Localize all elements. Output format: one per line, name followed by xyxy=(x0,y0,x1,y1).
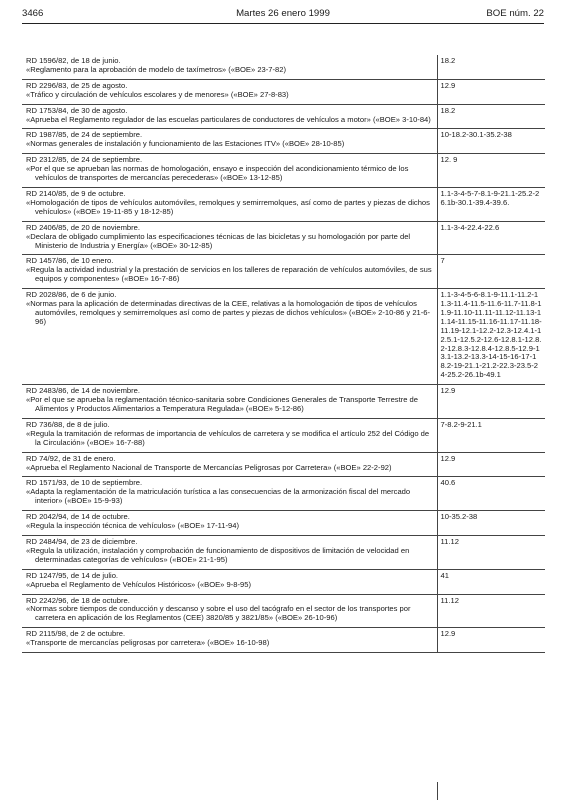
section-codes: 7-8.2-9-21.1 xyxy=(440,419,482,429)
regulation-title: RD 2115/98, de 2 de octubre. xyxy=(26,629,126,639)
section-codes-cell xyxy=(437,628,545,653)
regulation-title: RD 1457/86, de 10 enero. xyxy=(26,256,114,266)
regulation-description: «Tráfico y circulación de vehículos escolares y de menores» («BOE» 27-8-83) xyxy=(26,89,289,99)
section-codes: 12. 9 xyxy=(440,155,458,165)
regulation-cell xyxy=(22,154,437,188)
table-row xyxy=(22,255,545,289)
section-codes-cell xyxy=(437,255,545,289)
regulation-cell xyxy=(22,221,437,255)
regulation-description: «Por el que se aprueban las normas de homologación, ensayo e inspección del acondicionamiento térmico de los vehículos de transportes de mercancías perecederas» («BOE» 13-12-85) xyxy=(26,164,409,183)
regulation-description: «Aprueba el Reglamento de Vehículos Históricos» («BOE» 9-8-95) xyxy=(26,579,251,589)
section-codes-cell xyxy=(437,477,545,511)
regulation-title: RD 2140/85, de 9 de octubre. xyxy=(26,188,126,198)
regulation-description: «Aprueba el Reglamento regulador de las escuelas particulares de conductores de vehículos a motor» («BOE» 3-10-84) xyxy=(26,114,431,124)
section-codes: 12.9 xyxy=(440,386,456,396)
section-codes: 11.12 xyxy=(440,536,459,546)
section-codes-cell xyxy=(437,55,545,79)
regulation-cell xyxy=(22,569,437,594)
section-codes-cell xyxy=(437,154,545,188)
section-codes-cell xyxy=(437,129,545,154)
regulation-description: «Normas para la aplicación de determinadas directivas de la CEE, relativas a la homologación de tipos de vehículos automóviles, remolques y semirremolques así como de partes y piezas de dichos vehículos» («BOE» 2-10-86 y 21-6-96) xyxy=(26,299,431,326)
regulation-description: «Normas sobre tiempos de conducción y descanso y sobre el uso del tacógrafo en el sector de los transportes por carretera en aplicación de los Reglamentos (CEE) 3820/85 y 3821/85» («BOE» 26-10-96) xyxy=(26,604,411,623)
regulation-title: RD 2312/85, de 24 de septiembre. xyxy=(26,155,143,165)
section-codes: 12.9 xyxy=(440,80,456,90)
regulation-cell xyxy=(22,255,437,289)
regulation-description: «Reglamento para la aprobación de modelo de taxímetros» («BOE» 23-7-82) xyxy=(26,64,287,74)
section-codes: 7 xyxy=(440,256,445,266)
regulation-cell xyxy=(22,477,437,511)
section-codes: 12.9 xyxy=(440,453,456,463)
regulations-table xyxy=(22,55,545,653)
regulation-cell xyxy=(22,628,437,653)
regulation-description: «Aprueba el Reglamento Nacional de Transporte de Mercancías Peligrosas por Carretera» («BOE» 22-2-92) xyxy=(26,462,392,472)
regulation-cell xyxy=(22,511,437,536)
table-row xyxy=(22,55,545,79)
section-codes-cell xyxy=(437,385,545,419)
regulation-cell xyxy=(22,187,437,221)
regulation-title: RD 2042/94, de 14 de octubre. xyxy=(26,512,130,522)
regulation-cell xyxy=(22,104,437,129)
regulation-cell xyxy=(22,385,437,419)
section-codes-cell xyxy=(437,569,545,594)
section-codes-cell xyxy=(437,511,545,536)
section-codes-cell xyxy=(437,187,545,221)
table-row xyxy=(22,154,545,188)
table-row xyxy=(22,452,545,477)
regulation-cell xyxy=(22,535,437,569)
regulation-title: RD 1987/85, de 24 de septiembre. xyxy=(26,130,143,140)
regulation-cell xyxy=(22,594,437,628)
regulation-description: «Por el que se aprueba la reglamentación técnico-sanitaria sobre Condiciones Generales de Transporte Terrestre de Alimentos y Productos Alimentarios a Temperatura Regulada» («BOE» 5-12-86) xyxy=(26,395,419,413)
regulation-title: RD 2028/86, de 6 de junio. xyxy=(26,290,117,300)
section-codes: 10-35.2-38 xyxy=(440,512,478,522)
table-row xyxy=(22,477,545,511)
table-row xyxy=(22,535,545,569)
section-codes: 1.1-3-4-5-7-8.1-9-21.1-25.2-26.1b-30.1-39.4-39.6. xyxy=(440,188,540,207)
section-codes: 1.1-3-4-22.4-22.6 xyxy=(440,222,500,232)
regulation-description: «Homologación de tipos de vehículos automóviles, remolques y semirremolques, así como de partes y piezas de dichos vehículos» («BOE» 19-11-85 y 18-12-85) xyxy=(26,197,430,216)
table-row xyxy=(22,104,545,129)
regulation-description: «Declara de obligado cumplimiento las especificaciones técnicas de las bicicletas y su homologación por parte del Ministerio de Industria y Energía» («BOE» 30-12-85) xyxy=(26,231,411,250)
section-codes-cell xyxy=(437,418,545,452)
section-codes: 18.2 xyxy=(440,56,456,65)
regulation-title: RD 1247/95, de 14 de julio. xyxy=(26,570,119,580)
table-row xyxy=(22,569,545,594)
section-codes-cell xyxy=(437,535,545,569)
regulation-cell xyxy=(22,79,437,104)
regulation-description: «Regula la inspección técnica de vehículos» («BOE» 17-11-94) xyxy=(26,521,240,531)
regulation-description: «Regula la tramitación de reformas de importancia de vehículos de carretera y se modifica el artículo 252 del Código de la Circulación» («BOE» 16-7-88) xyxy=(26,428,430,447)
table-row xyxy=(22,418,545,452)
regulation-cell xyxy=(22,289,437,385)
section-codes-cell xyxy=(437,79,545,104)
section-codes: 40.6 xyxy=(440,478,456,488)
section-codes-cell xyxy=(437,221,545,255)
regulation-title: RD 736/88, de 8 de julio. xyxy=(26,419,110,429)
table-row xyxy=(22,594,545,628)
section-codes-cell xyxy=(437,452,545,477)
regulation-title: RD 2406/85, de 20 de noviembre. xyxy=(26,222,140,232)
regulation-title: RD 2296/83, de 25 de agosto. xyxy=(26,80,128,90)
table-row xyxy=(22,385,545,419)
section-codes: 1.1-3-4-5-6-8.1-9-11.1-11.2-11.3-11.4-11.5-11.6-11.7-11.8-11.9-11.10-11.11-11.12-11.13-11.14-11.15-11.16-11.17-11.18-11.19-12.1-12.2-12.3-12.4.1-12.5.1-12.5.2-12.6-12.8.1-12.8.2-12.8.3-12.8.4-12.8.5-12.9-13.1-13.2-13.3-14-15-16-17-18.2-19-21.1-21.2-22.3-23.5-24-25.2-26.1b-49.1 xyxy=(440,290,542,380)
issue-number: BOE núm. 22 xyxy=(486,8,544,19)
regulation-title: RD 2484/94, de 23 de diciembre. xyxy=(26,536,138,546)
regulation-description: «Regula la utilización, instalación y comprobación de funcionamiento de dispositivos de limitación de velocidad en determinadas categorías de vehículos» («BOE» 21-1-95) xyxy=(26,545,410,564)
column-divider xyxy=(437,782,438,800)
section-codes-cell xyxy=(437,104,545,129)
regulation-cell xyxy=(22,452,437,477)
regulation-title: RD 1571/93, de 10 de septiembre. xyxy=(26,478,143,488)
section-codes-cell xyxy=(437,289,545,385)
regulations-table-body xyxy=(22,55,545,653)
table-row xyxy=(22,511,545,536)
section-codes: 41 xyxy=(440,570,449,580)
section-codes: 11.12 xyxy=(440,595,459,605)
table-row xyxy=(22,221,545,255)
section-codes: 12.9 xyxy=(440,629,456,639)
table-row xyxy=(22,79,545,104)
regulation-description: «Adapta la reglamentación de la matriculación turística a las consecuencias de la armonización fiscal del mercado interior» («BOE» 15-9-93) xyxy=(26,487,411,506)
page-header xyxy=(22,8,544,24)
section-codes: 10-18.2-30.1-35.2-38 xyxy=(440,130,512,140)
regulation-cell xyxy=(22,129,437,154)
header-divider xyxy=(22,23,544,24)
regulation-description: «Normas generales de instalación y funcionamiento de las Estaciones ITV» («BOE» 28-10-85) xyxy=(26,139,345,149)
page-number: 3466 xyxy=(22,8,44,19)
section-codes-cell xyxy=(437,594,545,628)
regulation-title: RD 74/92, de 31 de enero. xyxy=(26,453,116,463)
table-row xyxy=(22,129,545,154)
regulation-title: RD 1753/84, de 30 de agosto. xyxy=(26,105,128,115)
table-row xyxy=(22,628,545,653)
regulation-description: «Regula la actividad industrial y la prestación de servicios en los talleres de reparación de vehículos automóviles, de sus equipos y componentes» («BOE» 16-7-86) xyxy=(26,265,432,284)
regulation-cell xyxy=(22,55,437,79)
regulation-description: «Transporte de mercancías peligrosas por carretera» («BOE» 16-10-98) xyxy=(26,638,270,648)
table-row xyxy=(22,187,545,221)
table-row xyxy=(22,289,545,385)
section-codes: 18.2 xyxy=(440,105,456,115)
publication-date: Martes 26 enero 1999 xyxy=(236,8,330,19)
regulation-cell xyxy=(22,418,437,452)
regulation-title: RD 2483/86, de 14 de noviembre. xyxy=(26,386,140,396)
regulation-title: RD 1596/82, de 18 de junio. xyxy=(26,56,121,65)
regulation-title: RD 2242/96, de 18 de octubre. xyxy=(26,595,130,605)
